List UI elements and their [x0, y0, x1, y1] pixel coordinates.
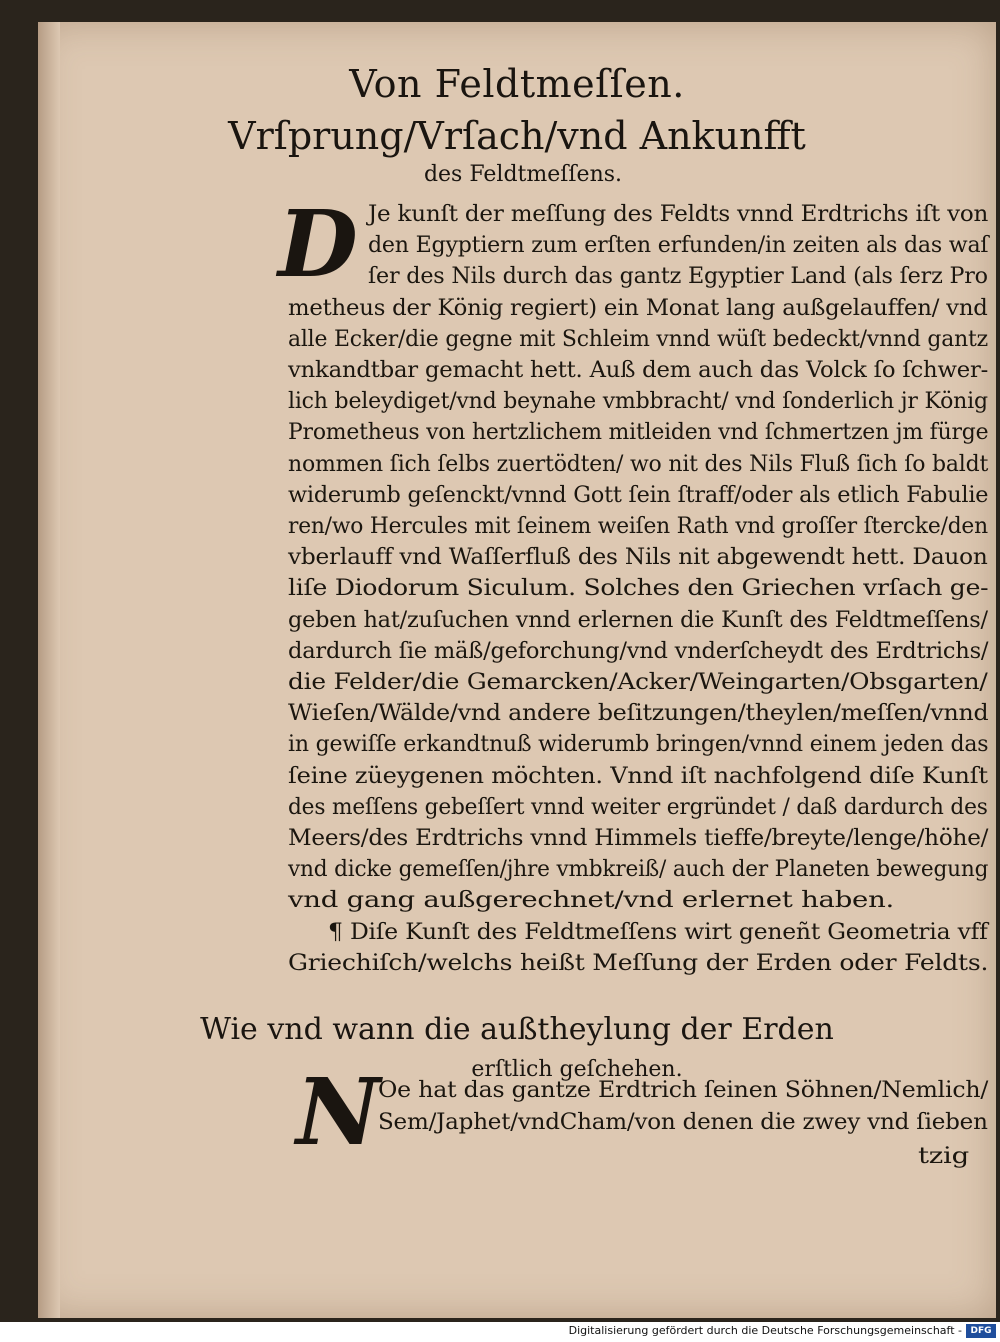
text-line: metheus der König regiert) ein Monat lang außgelauffen/ vnd	[288, 295, 988, 321]
text-line: liſe Diodorum Siculum. Solches den Griechen vrſach ge-	[288, 576, 989, 602]
text-line: Oe hat das gantze Erdtrich ſeinen Söhnen/Nemlich/	[378, 1078, 989, 1103]
text-line: in gewiſſe erkandtnuß widerumb bringen/vnnd einem jeden das	[288, 732, 989, 758]
footer-bar	[0, 1322, 1000, 1342]
chapter-heading: Vrſprung/Vrſach/vnd Ankunfft	[228, 114, 806, 158]
text-line: lich beleydiget/vnd beynahe vmbbracht/ vnd ſonderlich jr König	[288, 389, 988, 415]
running-title: Von Feldtmeſſen.	[349, 62, 685, 106]
funding-credit: Digitalisierung gefördert durch die Deutsche Forschungsgemeinschaft -	[568, 1324, 962, 1337]
text-line: widerumb geſenckt/vnnd Gott ſein ſtraff/oder als etlich Fabulie	[288, 482, 989, 508]
text-line: vnd gang außgerechnet/vnd erlernet haben.	[288, 888, 895, 914]
text-line: ſeine züeygenen möchten. Vnnd iſt nachfolgend diſe Kunſt	[288, 763, 988, 789]
text-line: geben hat/zuſuchen vnnd erlernen die Kunſt des Feldtmeſſens/	[288, 607, 988, 633]
section-heading: Wie vnd wann die außtheylung der Erden	[200, 1012, 834, 1047]
text-line: ſer des Nils durch das gantz Egyptier Land (als ſerz Pro	[368, 264, 988, 290]
text-line: alle Ecker/die gegne mit Schleim vnnd wüſt bedeckt/vnnd gantz	[288, 326, 988, 352]
book-page	[38, 22, 996, 1318]
drop-cap-n: N	[296, 1058, 381, 1166]
text-line: ¶ Diſe Kunſt des Feldtmeſſens wirt geneñt Geometria vff	[328, 919, 988, 945]
text-line: dardurch ſie mäß/geforchung/vnd vnderſcheydt des Erdtrichs/	[288, 638, 989, 664]
text-line: nommen ſich ſelbs zuertödten/ wo nit des Nils Fluß ſich ſo baldt	[288, 451, 989, 477]
text-line: Griechiſch/welchs heißt Meſſung der Erden oder Feldts.	[288, 950, 989, 976]
text-line: die Felder/die Gemarcken/Acker/Weingarten/Obsgarten/	[288, 670, 988, 695]
text-line: Sem/Japhet/vndCham/von denen die zwey vnd ſieben	[378, 1110, 988, 1135]
text-line: ren/wo Hercules mit ſeinem weiſen Rath vnd groſſer ſtercke/den	[288, 514, 988, 539]
text-line: Je kunſt der meſſung des Feldts vnnd Erdtrichs iſt von	[368, 202, 989, 227]
section-subheading: erſtlich geſchehen.	[471, 1057, 683, 1082]
drop-cap-d: D	[278, 190, 358, 298]
body-text-section-2	[38, 22, 996, 1318]
text-line: tzig	[918, 1144, 969, 1169]
dfg-logo: DFG	[966, 1324, 996, 1338]
chapter-subheading: des Feldtmeſſens.	[423, 162, 623, 187]
text-line: Prometheus von hertzlichem mitleiden vnd ſchmertzen jm fürge	[288, 420, 989, 446]
text-line: Wieſen/Wälde/vnd andere beſitzungen/theylen/meſſen/vnnd	[288, 701, 989, 727]
text-line: vnd dicke gemeſſen/jhre vmbkreiß/ auch der Planeten bewegung	[288, 857, 989, 883]
text-line: vnkandtbar gemacht hett. Auß dem auch das Volck ſo ſchwer-	[288, 358, 989, 383]
text-line: den Egyptiern zum erſten erfunden/in zeiten als das waſ	[368, 233, 989, 259]
text-line: vberlauff vnd Waſſerfluß des Nils nit abgewendt hett. Dauon	[288, 545, 988, 571]
text-line: Meers/des Erdtrichs vnnd Himmels tieffe/breyte/lenge/höhe/	[288, 826, 989, 851]
text-line: des meſſens gebeſſert vnnd weiter ergründet / daß dardurch des	[288, 794, 988, 820]
